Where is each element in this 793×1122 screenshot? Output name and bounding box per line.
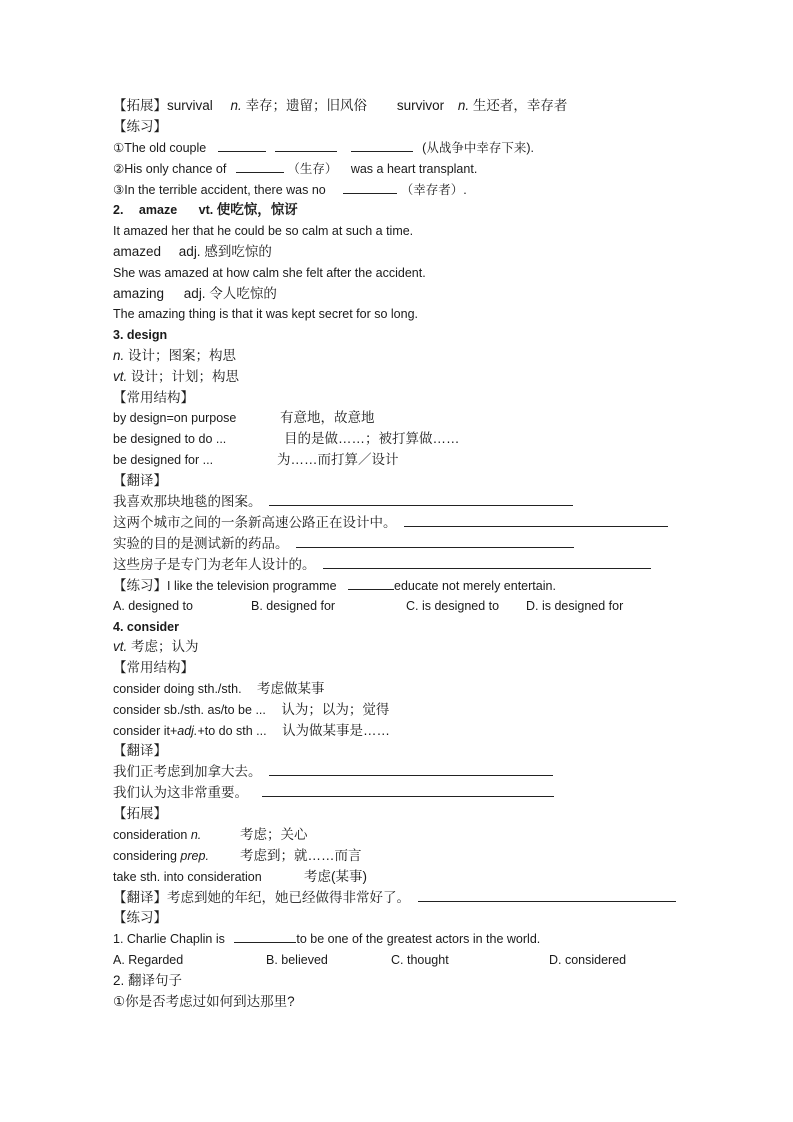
translation-item xyxy=(113,514,668,532)
section-label-translate: 【翻译】 xyxy=(113,473,167,488)
definition-verb xyxy=(113,638,199,656)
entry-meaning: 设计；计划；构思 xyxy=(131,369,240,384)
survival-extension-line xyxy=(113,97,567,115)
question-2-heading: 2. 翻译句子 xyxy=(113,973,183,988)
answer-blank[interactable] xyxy=(348,577,394,590)
translation-prompt: 考虑到她的年纪，她已经做得非常好了。 xyxy=(167,890,410,905)
example-sentence: The amazing thing is that it was kept secret for so long. xyxy=(113,307,419,321)
translation-item xyxy=(113,784,554,802)
structure-item xyxy=(113,722,390,740)
translation-prompt: 实验的目的是测试新的药品。 xyxy=(113,536,289,551)
answer-blank[interactable] xyxy=(275,139,337,152)
choice-option[interactable]: C. is designed to xyxy=(406,599,500,613)
answer-blank[interactable] xyxy=(351,139,413,152)
translation-prompt: 这些房子是专门为老年人设计的。 xyxy=(113,557,316,572)
choice-option[interactable]: C. thought xyxy=(391,953,449,967)
section-label-practice: 【练习】 xyxy=(113,910,167,925)
exercise-text: In the terrible accident, there was no xyxy=(124,183,326,197)
structure-cn: 目的是做……；被打算做…… xyxy=(284,431,460,446)
question-text: I like the television programme xyxy=(167,579,337,593)
section-label-structure: 【常用结构】 xyxy=(113,390,194,405)
choice-option[interactable]: D. considered xyxy=(549,953,627,967)
entry-meaning: 设计；图案；构思 xyxy=(128,348,237,363)
ext-word xyxy=(113,826,201,844)
question-text: to be one of the greatest actors in the world. xyxy=(296,932,541,946)
answer-line[interactable] xyxy=(323,556,651,569)
meaning-survival: 幸存；遗留；旧风俗 xyxy=(245,98,368,113)
translation-item xyxy=(113,556,651,574)
structure-en: be designed to do ... xyxy=(113,432,227,446)
translation-prompt: 这两个城市之间的一条新高速公路正在设计中。 xyxy=(113,515,397,530)
choice-option[interactable]: D. is designed for xyxy=(526,599,624,613)
answer-blank[interactable] xyxy=(218,139,266,152)
question-2-item xyxy=(113,993,295,1011)
exercise-text: was a heart transplant. xyxy=(350,162,478,176)
entry-meaning: 考虑(某事) xyxy=(304,869,367,884)
heading-number: 2. xyxy=(113,203,124,217)
exercise-end: . xyxy=(463,183,467,197)
entry-meaning: 令人吃惊的 xyxy=(209,286,277,301)
translation-prompt: 你是否考虑过如何到达那里? xyxy=(125,994,295,1009)
entry-pos: n. xyxy=(190,828,202,842)
design-practice-question xyxy=(113,577,556,595)
choice-option[interactable]: A. Regarded xyxy=(113,953,184,967)
word-entry-amazed xyxy=(113,243,272,261)
question-text: educate not merely entertain. xyxy=(394,579,556,593)
definition-verb xyxy=(113,368,239,386)
ext-phrase: take sth. into consideration xyxy=(113,870,262,884)
entry-pos: adj. xyxy=(178,244,201,259)
section-label-extension: 【拓展】 xyxy=(113,98,167,113)
structure-cn: 考虑做某事 xyxy=(257,681,325,696)
structure-en: consider sb./sth. as/to be ... xyxy=(113,703,266,717)
consider-question-1 xyxy=(113,930,540,948)
heading-meaning: 使吃惊，惊讶 xyxy=(216,202,298,217)
section-label-practice: 【练习】 xyxy=(113,578,167,593)
translation-item xyxy=(113,493,573,511)
exercise-end: . xyxy=(530,141,534,155)
exercise-text: The old couple xyxy=(124,141,207,155)
exercise-text: His only chance of xyxy=(124,162,227,176)
entry-meaning: 考虑到；就……而言 xyxy=(240,848,362,863)
structure-en: by design=on purpose xyxy=(113,411,237,425)
answer-line[interactable] xyxy=(296,535,574,548)
structure-item xyxy=(113,701,389,719)
entry-word: amazed xyxy=(113,244,162,259)
entry-meaning: 考虑；关心 xyxy=(240,827,308,842)
pos-survival: n. xyxy=(230,98,242,113)
exercise-number: ② xyxy=(113,162,125,176)
heading-word: amaze xyxy=(138,203,178,217)
heading-consider: 4. consider xyxy=(113,620,179,634)
structure-item xyxy=(113,680,325,698)
answer-blank[interactable] xyxy=(236,160,284,173)
section-label-translate: 【翻译】 xyxy=(113,890,167,905)
answer-blank[interactable] xyxy=(343,181,397,194)
survival-exercise-1 xyxy=(113,139,534,157)
chinese-hint: （生存） xyxy=(287,162,338,176)
answer-blank[interactable] xyxy=(234,930,296,943)
entry-word: consideration xyxy=(113,828,188,842)
ext-word xyxy=(113,847,209,865)
pos-survivor: n. xyxy=(457,98,470,113)
word-survival: survival xyxy=(167,98,213,113)
translation-item xyxy=(113,763,553,781)
choice-option[interactable]: B. believed xyxy=(266,953,328,967)
exercise-number: ① xyxy=(113,141,125,155)
section-label-translate: 【翻译】 xyxy=(113,743,167,758)
section-label-practice: 【练习】 xyxy=(113,119,167,134)
example-sentence: It amazed her that he could be so calm at such a time. xyxy=(113,224,414,238)
structure-cn: 认为；以为；觉得 xyxy=(281,702,390,717)
entry-pos: vt. xyxy=(113,369,128,384)
entry-meaning: 感到吃惊的 xyxy=(204,244,272,259)
entry-meaning: 考虑；认为 xyxy=(131,639,199,654)
choice-option[interactable]: A. designed to xyxy=(113,599,193,613)
entry-pos: prep. xyxy=(180,849,209,863)
entry-word: considering xyxy=(113,849,177,863)
word-survivor: survivor xyxy=(396,98,445,113)
entry-pos: vt. xyxy=(113,639,128,654)
entry-pos: adj. xyxy=(183,286,206,301)
definition-noun xyxy=(113,347,236,365)
meaning-survivor: 生还者，幸存者 xyxy=(472,98,568,113)
answer-line[interactable] xyxy=(418,889,676,902)
translation-prompt: 我们认为这非常重要。 xyxy=(113,785,248,800)
survival-exercise-3 xyxy=(113,181,467,199)
chinese-hint: (从战争中幸存下来) xyxy=(422,141,531,155)
structure-cn: 认为做某事是…… xyxy=(282,723,391,738)
answer-line[interactable] xyxy=(404,514,668,527)
heading-pos: vt. xyxy=(198,203,214,217)
structure-en: consider doing sth./sth. xyxy=(113,682,242,696)
exercise-number: ③ xyxy=(113,183,125,197)
structure-en: +to do sth ... xyxy=(197,724,267,738)
exercise-number: ① xyxy=(113,994,126,1009)
heading-design: 3. design xyxy=(113,328,168,342)
structure-en: consider it+ xyxy=(113,724,178,738)
entry-word: amazing xyxy=(113,286,165,301)
section-label-structure: 【常用结构】 xyxy=(113,660,194,675)
answer-line[interactable] xyxy=(269,763,553,776)
section-label-extension: 【拓展】 xyxy=(113,806,167,821)
choice-option[interactable]: B. designed for xyxy=(251,599,336,613)
translation-item xyxy=(113,535,574,553)
translation-prompt: 我喜欢那块地毯的图案。 xyxy=(113,494,262,509)
structure-cn: 为……而打算／设计 xyxy=(277,452,399,467)
translation-prompt: 我们正考虑到加拿大去。 xyxy=(113,764,262,779)
answer-line[interactable] xyxy=(269,493,573,506)
translation-item xyxy=(113,889,676,907)
structure-en: be designed for ... xyxy=(113,453,214,467)
question-text: 1. Charlie Chaplin is xyxy=(113,932,225,946)
survival-exercise-2 xyxy=(113,160,477,178)
word-entry-amazing xyxy=(113,285,277,303)
answer-line[interactable] xyxy=(262,784,554,797)
example-sentence: She was amazed at how calm she felt after the accident. xyxy=(113,266,426,280)
entry-pos: n. xyxy=(113,348,125,363)
chinese-hint: （幸存者） xyxy=(400,183,464,197)
structure-en-italic: adj. xyxy=(177,724,198,738)
structure-cn: 有意地，故意地 xyxy=(280,410,375,425)
heading-amaze xyxy=(113,201,298,219)
